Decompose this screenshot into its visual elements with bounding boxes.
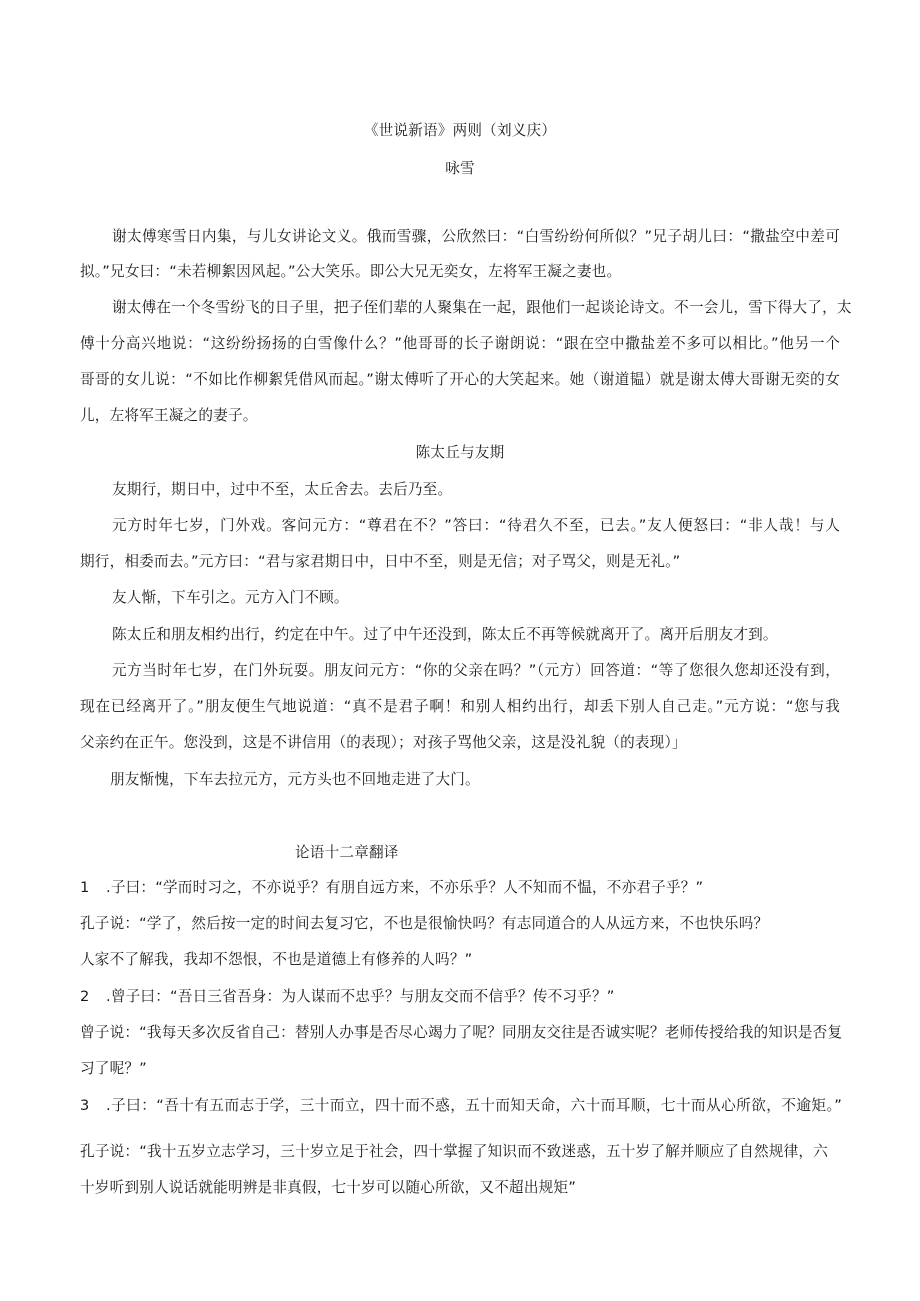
paragraph-line: 朋友惭愧，下车去拉元方，元方头也不回地走进了大门。 <box>110 771 480 788</box>
paragraph-line: 习了呢？” <box>80 1060 147 1077</box>
paragraph-line: 人家不了解我，我却不怨恨，不也是道德上有修养的人吗？” <box>80 951 473 968</box>
section-title-yongxue: 咏雪 <box>445 160 475 177</box>
paragraph-line: 元方时年七岁，门外戏。客问元方：“尊君在不？”答曰：“待君久不至，已去。”友人便怒曰：“非人哉！与人 <box>112 517 840 534</box>
section-title-chentaiqiu: 陈太丘与友期 <box>415 444 505 461</box>
paragraph-line: .子曰：“吾十有五而志于学，三十而立，四十而不惑，五十而知天命，六十而耳顺，七十而从心所欲，不逾矩。” <box>106 1097 842 1114</box>
paragraph-line: 父亲约在正午。您没到，这是不讲信用（的表现）；对孩子骂他父亲，这是没礼貌（的表现）」 <box>80 734 687 751</box>
paragraph-line: 陈太丘和朋友相约出行，约定在中午。过了中午还没到，陈太丘不再等候就离开了。离开后朋友才到。 <box>112 626 778 643</box>
paragraph-line: 元方当时年七岁，在门外玩耍。朋友问元方：“你的父亲在吗？”（元方）回答道：“等了您很久您却还没有到， <box>112 662 840 679</box>
section-title-lunyu: 论语十二章翻译 <box>295 844 399 861</box>
paragraph-line: 现在已经离开了。”朋友便生气地说道：“真不是君子啊！和别人相约出行，却丢下别人自己走。”元方说：“您与我 <box>80 698 840 715</box>
paragraph-line: 十岁听到别人说话就能明辨是非真假，七十岁可以随心所欲，又不超出规矩” <box>80 1179 576 1196</box>
paragraph-line: .曾子曰：“吾日三省吾身：为人谋而不忠乎？与朋友交而不信乎？传不习乎？” <box>106 988 615 1005</box>
paragraph-line: 友期行，期日中，过中不至，太丘舍去。去后乃至。 <box>112 481 453 498</box>
item-number: 1 <box>80 879 90 896</box>
paragraph-line: 孔子说：“我十五岁立志学习，三十岁立足于社会，四十掌握了知识而不致迷惑，五十岁了解并顺应了自然规律，六 <box>80 1143 828 1160</box>
paragraph-line: 儿，左将军王凝之的妻子。 <box>80 407 258 424</box>
document-title: 《世说新语》两则（刘义庆） <box>363 122 557 139</box>
paragraph-line: 谢太傅寒雪日内集，与儿女讲论文义。俄而雪骤，公欣然曰：“白雪纷纷何所似？”兄子胡儿曰：“撒盐空中差可 <box>112 228 840 245</box>
paragraph-line: 友人惭，下车引之。元方入门不顾。 <box>112 589 349 606</box>
paragraph-line: 孔子说：“学了，然后按一定的时间去复习它，不也是很愉快吗？有志同道合的人从远方来，不也快乐吗？ <box>80 915 769 932</box>
paragraph-line: .子曰：“学而时习之，不亦说乎？有朋自远方来，不亦乐乎？人不知而不愠，不亦君子乎？” <box>106 879 704 896</box>
paragraph-line: 哥哥的女儿说：“不如比作柳絮凭借风而起。”谢太傅听了开心的大笑起来。她（谢道韫）就是谢太傅大哥谢无奕的女 <box>80 371 840 388</box>
paragraph-line: 傅十分高兴地说：“这纷纷扬扬的白雪像什么？”他哥哥的长子谢朗说：“跟在空中撒盐差不多可以相比。”他另一个 <box>80 335 840 352</box>
paragraph-line: 曾子说：“我每天多次反省自己：替别人办事是否尽心竭力了呢？同朋友交往是否诚实呢？老师传授给我的知识是否复 <box>80 1024 843 1041</box>
paragraph-line: 拟。”兄女曰：“未若柳絮因风起。”公大笑乐。即公大兄无奕女，左将军王凝之妻也。 <box>80 263 622 280</box>
item-number: 2 <box>80 988 90 1005</box>
paragraph-line: 谢太傅在一个冬雪纷飞的日子里，把子侄们辈的人聚集在一起，跟他们一起谈论诗文。不一会儿，雪下得大了，太 <box>112 299 852 316</box>
item-number: 3 <box>80 1097 90 1114</box>
paragraph-line: 期行，相委而去。”元方曰：“君与家君期日中，日中不至，则是无信；对子骂父，则是无礼。” <box>80 553 681 570</box>
